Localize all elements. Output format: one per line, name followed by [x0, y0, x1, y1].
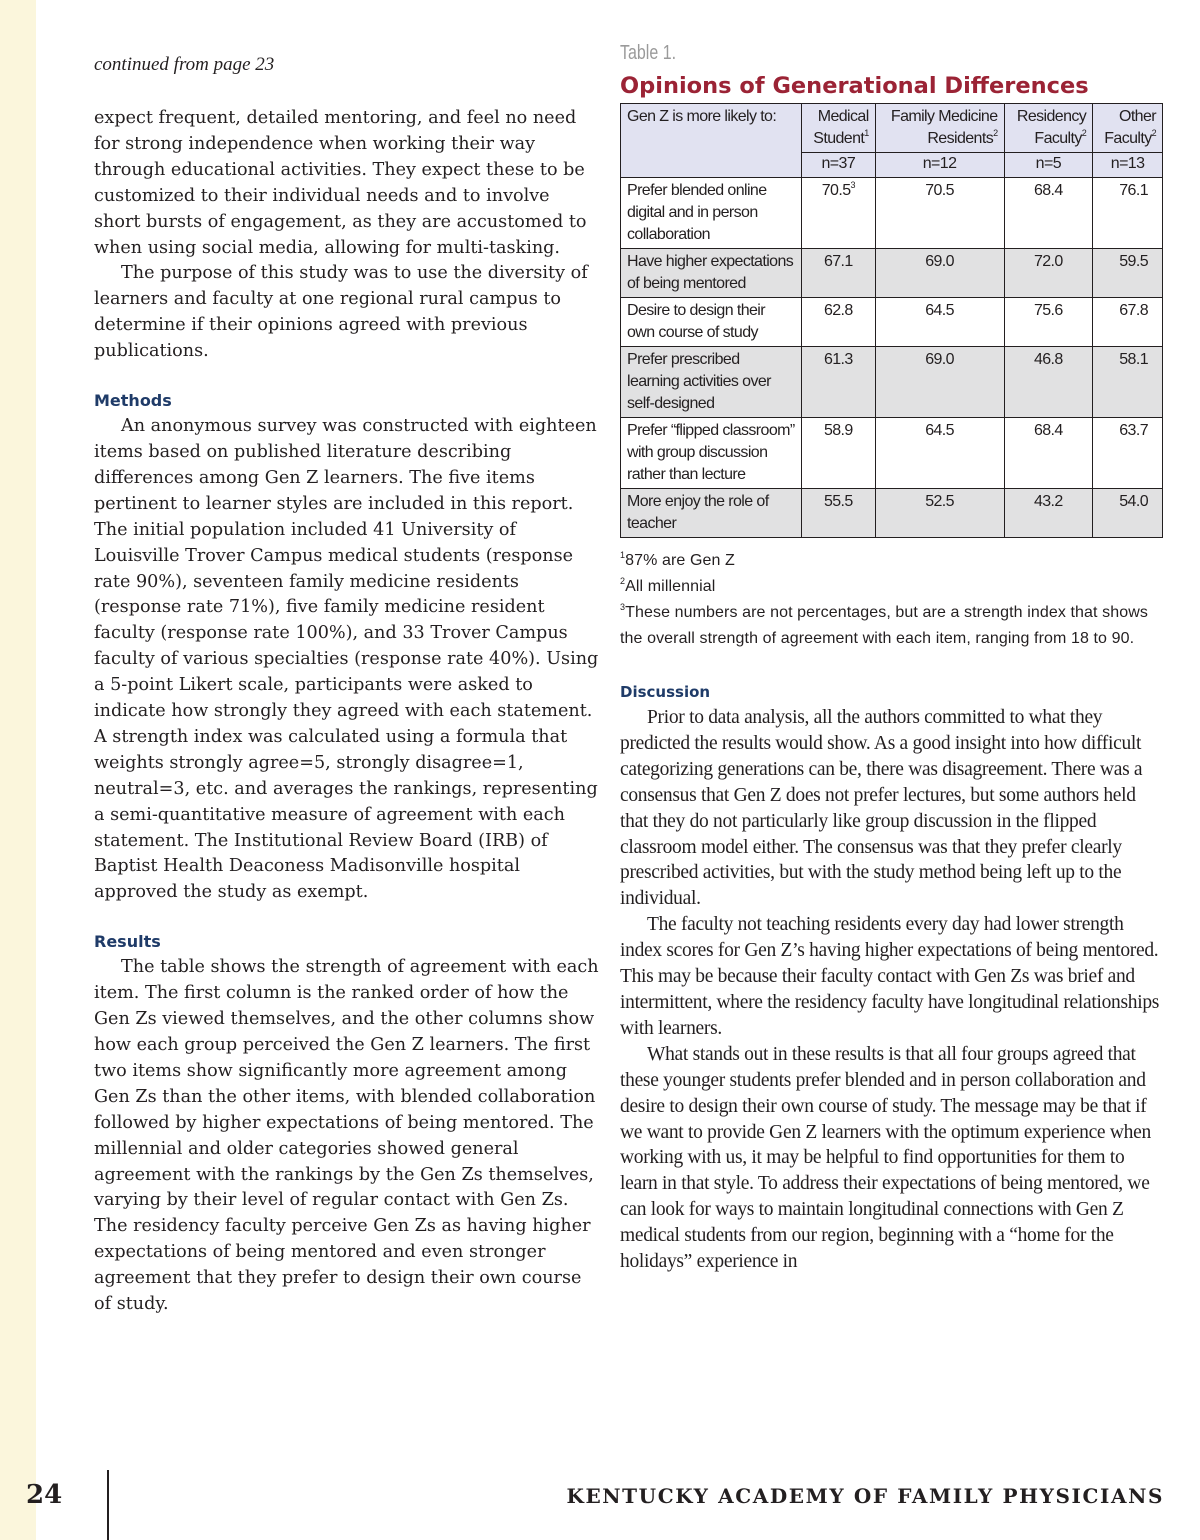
cell-value: 67.1 [802, 249, 876, 298]
discussion-paragraph-2: The faculty not teaching residents every day had lower strength index scores for Gen Z’s having higher expectations of being mentored. This may be because their faculty contact with Gen Zs was brief and intermittent, where the residency faculty have longitudinal relationships with learners. [620, 914, 1160, 1039]
cell-value: 46.8 [1004, 347, 1093, 418]
cell-value: 62.8 [802, 298, 876, 347]
row-label: Prefer “flipped classroom” with group discussion rather than lecture [621, 418, 802, 489]
cell-value: 69.0 [875, 249, 1004, 298]
table-row [621, 178, 1163, 249]
table-header-row [621, 104, 1163, 153]
page-number: 24 [26, 1480, 63, 1510]
table-row [621, 298, 1163, 347]
row-label: Prefer prescribed learning activities over self-designed [621, 347, 802, 418]
cell-value: 52.5 [875, 489, 1004, 538]
cell-value: 70.5$^3$ [802, 178, 876, 249]
cell-value: 64.5 [875, 298, 1004, 347]
row-label: More enjoy the role of teacher [621, 489, 802, 538]
cell-value: 58.1 [1093, 347, 1163, 418]
methods-paragraph: An anonymous survey was constructed with eighteen items based on published literature describing differences among Gen Z learners. The five items pertinent to learner styles are included in this report. The initial population included 41 University of Louisville Trover Campus medical students (response rate 90%), seventeen family medicine residents (response rate 71%), five family medicine resident faculty (response rate 100%), and 33 Trover Campus faculty of various specialties (response rate 40%). Using a 5-point Likert scale, participants were asked to indicate how strongly they agreed with each statement. A strength index was calculated using a formula that weights strongly agree=5, strongly disagree=1, neutral=3, etc. and averages the rankings, representing a semi-quantitative measure of agreement with each statement. The Institutional Review Board (IRB) of Baptist Health Deaconess Madisonville hospital approved the study as exempt. [94, 416, 599, 903]
table-footnotes [620, 548, 1165, 652]
cell-value: 76.1 [1093, 178, 1163, 249]
right-column [620, 40, 1165, 1275]
discussion-heading: Discussion [620, 683, 711, 701]
cell-value: 59.5 [1093, 249, 1163, 298]
table-row [621, 418, 1163, 489]
discussion-paragraph-1: Prior to data analysis, all the authors committed to what they predicted the results would show. As a good insight into how difficult categorizing generations can be, there was disagreement. There was a consensus that Gen Z does not prefer lectures, but some authors held that they do not particularly like group discussion in the flipped classroom model either. The consensus was that they prefer clearly prescribed activities, but with the study method being left up to the individual. [620, 707, 1143, 910]
n-family-medicine-residents: n=12 [875, 153, 1004, 178]
col-header-other-faculty: Other Faculty$^2$ [1093, 104, 1163, 153]
methods-heading: Methods [94, 391, 172, 411]
cell-value: 75.6 [1004, 298, 1093, 347]
cell-value: 67.8 [1093, 298, 1163, 347]
cell-value: 68.4 [1004, 178, 1093, 249]
continued-note: continued from page 23 [94, 54, 275, 75]
footnote: $^1$87% are Gen Z [620, 550, 735, 569]
row-label: Have higher expectations of being mentored [621, 249, 802, 298]
footer-divider [107, 1470, 109, 1540]
n-medical-student: n=37 [802, 153, 876, 178]
left-column [94, 52, 599, 1318]
intro-paragraph-1: expect frequent, detailed mentoring, and feel no need for strong independence when working their way through educational activities. They expect these to be customized to their individual needs and to involve short bursts of engagement, as they are accustomed to when using social media, allowing for multi-tasking. [94, 108, 587, 258]
cell-value: 69.0 [875, 347, 1004, 418]
opinions-table [620, 103, 1163, 538]
table-row [621, 249, 1163, 298]
results-heading: Results [94, 932, 161, 952]
table-title: Opinions of Generational Differences [620, 73, 1089, 99]
footnote: $^3$These numbers are not percentages, but are a strength index that shows the overall strength of agreement with each item, ranging from 18 to 90. [620, 602, 1148, 647]
n-other-faculty: n=13 [1093, 153, 1163, 178]
cell-value: 72.0 [1004, 249, 1093, 298]
col-header-medical-student: Medical Student$^1$ [802, 104, 876, 153]
col-header-family-medicine-residents: Family Medicine Residents$^2$ [875, 104, 1004, 153]
organization-name: KENTUCKY ACADEMY OF FAMILY PHYSICIANS [566, 1484, 1164, 1508]
footnote: $^2$All millennial [620, 576, 716, 595]
cell-value: 43.2 [1004, 489, 1093, 538]
intro-paragraph-2: The purpose of this study was to use the diversity of learners and faculty at one regional rural campus to determine if their opinions agreed with previous publications. [94, 263, 588, 362]
cell-value: 70.5 [875, 178, 1004, 249]
cell-value: 61.3 [802, 347, 876, 418]
page-margin-stripe [0, 0, 36, 1540]
corner-label: Gen Z is more likely to: [627, 108, 777, 125]
table-label: Table 1. [620, 42, 677, 64]
cell-value: 63.7 [1093, 418, 1163, 489]
cell-value: 68.4 [1004, 418, 1093, 489]
row-label: Prefer blended online digital and in person collaboration [621, 178, 802, 249]
table-corner-header [621, 104, 802, 178]
cell-value: 55.5 [802, 489, 876, 538]
table-row [621, 347, 1163, 418]
cell-value: 64.5 [875, 418, 1004, 489]
col-header-residency-faculty: Residency Faculty$^2$ [1004, 104, 1093, 153]
n-residency-faculty: n=5 [1004, 153, 1093, 178]
results-paragraph: The table shows the strength of agreement with each item. The first column is the ranked order of how the Gen Zs viewed themselves, and the other columns show how each group perceived the Gen Z learners. The first two items show significantly more agreement among Gen Zs than the other items, with blended collaboration followed by higher expectations of being mentored. The millennial and older categories showed general agreement with the rankings by the Gen Zs themselves, varying by their level of regular contact with Gen Zs. The residency faculty perceive Gen Zs as having higher expectations of being mentored and even stronger agreement that they prefer to design their own course of study. [94, 957, 599, 1315]
row-label: Desire to design their own course of study [621, 298, 802, 347]
table-row [621, 489, 1163, 538]
discussion-paragraph-3: What stands out in these results is that all four groups agreed that these younger students prefer blended and in person collaboration and desire to design their own course of study. The message may be that if we want to provide Gen Z learners with the optimum experience when working with us, it may be helpful to find opportunities for them to learn in that style. To address their expectations of being mentored, we can look for ways to maintain longitudinal connections with Gen Z medical students from our region, beginning with a “home for the holidays” experience in [620, 1043, 1151, 1273]
cell-value: 58.9 [802, 418, 876, 489]
cell-value: 54.0 [1093, 489, 1163, 538]
